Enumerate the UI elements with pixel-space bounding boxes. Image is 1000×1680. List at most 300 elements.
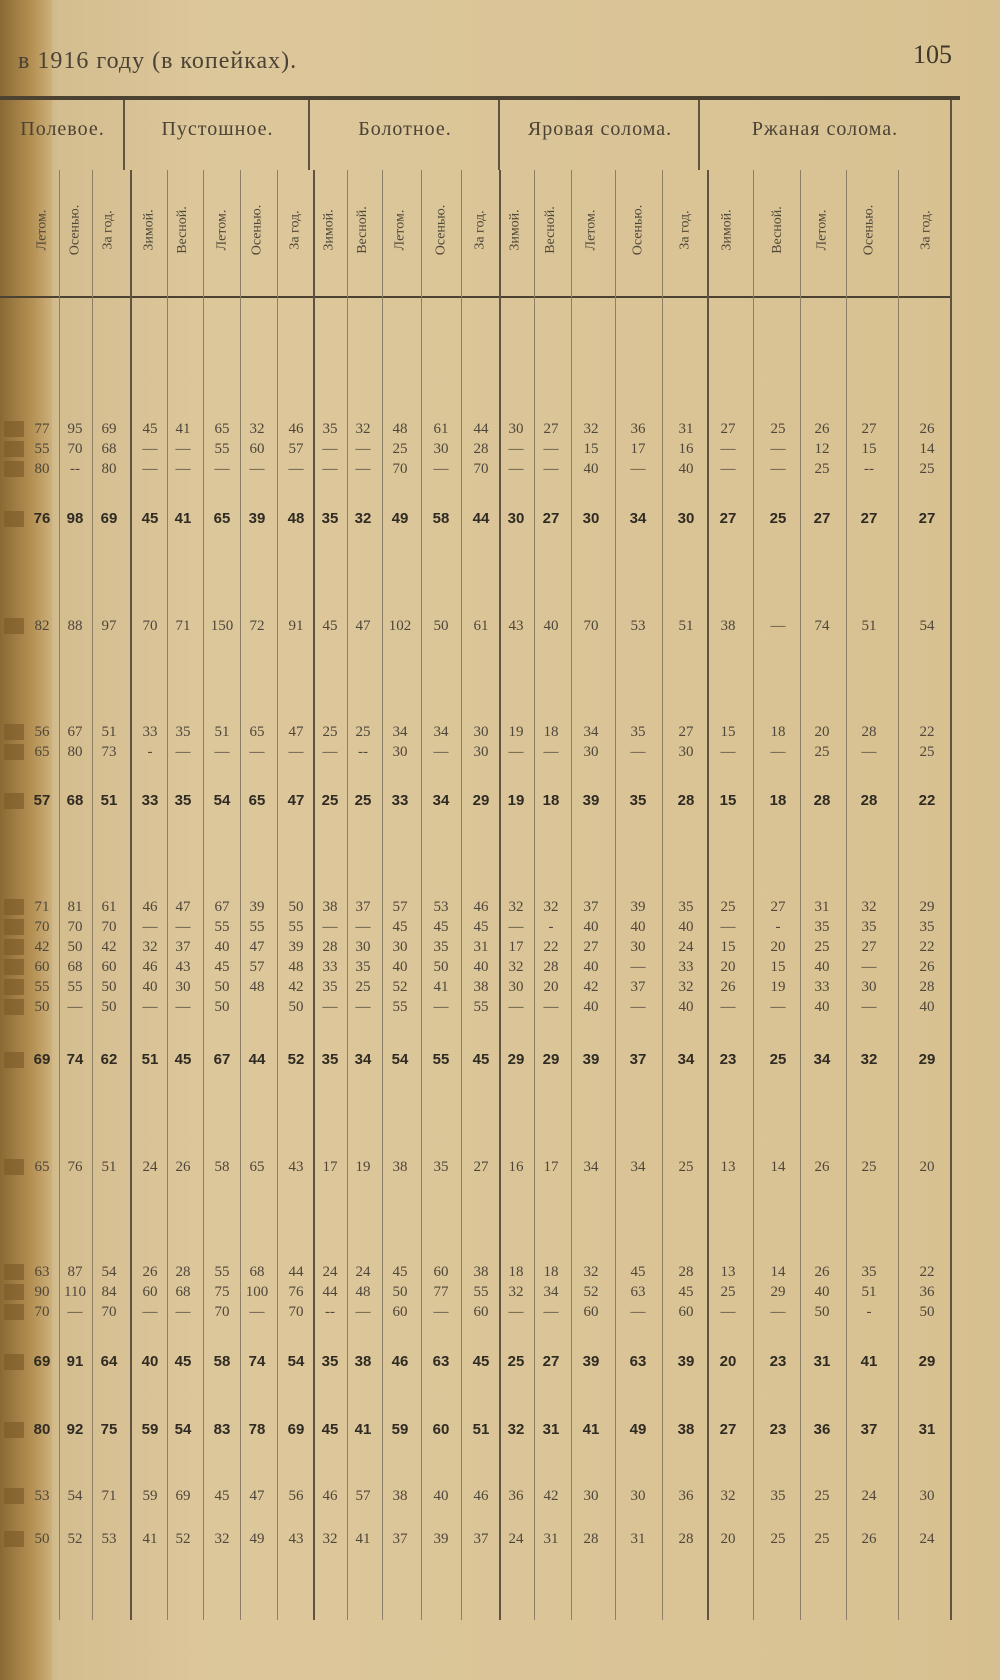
page-header: в 1916 году (в копейках).: [18, 48, 298, 74]
column-divider: [846, 170, 847, 1620]
table-cell: 28: [677, 792, 695, 809]
table-cell: 54: [101, 1264, 117, 1280]
table-cell: —: [355, 461, 371, 477]
group-title: Полевое.: [20, 118, 105, 140]
table-cell: 54: [287, 1353, 305, 1370]
table-cell: 45: [392, 919, 408, 935]
table-cell: 65: [249, 1159, 265, 1175]
table-cell: 68: [66, 792, 84, 809]
table-cell: 50: [34, 1531, 50, 1547]
table-cell: 55: [214, 1264, 230, 1280]
table-cell: -: [147, 744, 153, 760]
table-cell: 27: [813, 510, 831, 527]
column-header: [209, 170, 235, 290]
row-marker: [4, 441, 24, 457]
table-cell: —: [543, 1304, 559, 1320]
table-cell: —: [770, 461, 786, 477]
table-cell: 32: [507, 1421, 525, 1438]
row-marker: [4, 1159, 24, 1175]
table-cell: 73: [101, 744, 117, 760]
table-cell: 40: [392, 959, 408, 975]
table-cell: 24: [678, 939, 694, 955]
table-cell: 36: [678, 1488, 694, 1504]
column-header: [503, 170, 529, 290]
table-cell: 69: [287, 1421, 305, 1438]
table-cell: 45: [472, 1353, 490, 1370]
table-cell: —: [720, 1304, 736, 1320]
table-cell: —: [861, 999, 877, 1015]
table-cell: 52: [287, 1051, 305, 1068]
row-marker: [4, 959, 24, 975]
table-cell: 45: [433, 919, 449, 935]
table-cell: 45: [142, 421, 158, 437]
table-cell: 26: [175, 1159, 191, 1175]
column-header-label: Зимой.: [322, 209, 338, 251]
table-cell: —: [433, 999, 449, 1015]
table-cell: 18: [508, 1264, 524, 1280]
table-cell: 41: [174, 510, 192, 527]
table-cell: 43: [175, 959, 191, 975]
table-cell: 25: [814, 939, 830, 955]
table-cell: 27: [720, 421, 736, 437]
column-divider: [203, 170, 204, 1620]
table-cell: 90: [34, 1284, 50, 1300]
table-cell: —: [175, 999, 191, 1015]
table-cell: 55: [392, 999, 408, 1015]
table-cell: 33: [814, 979, 830, 995]
table-cell: 27: [542, 510, 560, 527]
table-cell: 64: [100, 1353, 118, 1370]
table-cell: —: [322, 999, 338, 1015]
table-cell: 33: [142, 724, 158, 740]
table-cell: 25: [861, 1159, 877, 1175]
table-cell: 42: [101, 939, 117, 955]
table-cell: 57: [355, 1488, 371, 1504]
table-cell: 84: [101, 1284, 117, 1300]
table-cell: 57: [288, 441, 304, 457]
table-cell: 32: [861, 899, 877, 915]
table-cell: 28: [322, 939, 338, 955]
table-cell: —: [142, 461, 158, 477]
table-cell: 55: [34, 979, 50, 995]
table-cell: 34: [392, 724, 408, 740]
table-cell: 40: [678, 461, 694, 477]
table-cell: 65: [249, 724, 265, 740]
table-cell: 20: [720, 1531, 736, 1547]
row-marker: [4, 979, 24, 995]
table-cell: 26: [814, 1264, 830, 1280]
table-cell: 14: [770, 1264, 786, 1280]
table-cell: 52: [583, 1284, 599, 1300]
row-marker: [4, 1422, 24, 1438]
table-cell: 34: [583, 724, 599, 740]
column-header-label: За год.: [919, 210, 934, 250]
table-cell: 77: [433, 1284, 449, 1300]
table-cell: 55: [288, 919, 304, 935]
row-marker: [4, 421, 24, 437]
table-cell: 20: [719, 1353, 737, 1370]
table-cell: 50: [34, 999, 50, 1015]
table-cell: 41: [860, 1353, 878, 1370]
table-cell: 54: [213, 792, 231, 809]
column-header: [673, 170, 699, 290]
table-cell: 30: [677, 510, 695, 527]
column-header-label: Летом.: [814, 209, 830, 251]
column-divider: [421, 170, 422, 1620]
table-cell: 34: [629, 510, 647, 527]
table-cell: 40: [214, 939, 230, 955]
table-cell: 51: [861, 1284, 877, 1300]
table-cell: —: [508, 441, 524, 457]
table-cell: —: [249, 744, 265, 760]
table-cell: 45: [321, 1421, 339, 1438]
table-cell: 60: [34, 959, 50, 975]
column-header: [468, 170, 494, 290]
table-cell: 27: [719, 510, 737, 527]
table-cell: 50: [433, 618, 449, 634]
column-divider: [313, 170, 315, 1620]
table-cell: —: [142, 441, 158, 457]
table-cell: 27: [918, 510, 936, 527]
table-cell: 61: [101, 899, 117, 915]
table-cell: 50: [214, 979, 230, 995]
column-header: [715, 170, 741, 290]
table-cell: 45: [678, 1284, 694, 1300]
table-cell: 18: [543, 724, 559, 740]
row-marker: [4, 1531, 24, 1547]
table-cell: 51: [100, 792, 118, 809]
table-cell: —: [288, 461, 304, 477]
table-cell: —: [770, 1304, 786, 1320]
column-header-label: Весной.: [543, 206, 559, 254]
table-cell: 80: [101, 461, 117, 477]
table-cell: 50: [814, 1304, 830, 1320]
table-cell: 65: [248, 792, 266, 809]
table-cell: -: [866, 1304, 872, 1320]
table-cell: 39: [582, 1353, 600, 1370]
table-cell: —: [543, 999, 559, 1015]
table-cell: 18: [542, 792, 560, 809]
table-cell: 22: [919, 1264, 935, 1280]
table-cell: 48: [392, 421, 408, 437]
table-cell: 69: [33, 1051, 51, 1068]
table-cell: 27: [861, 421, 877, 437]
table-cell: 19: [508, 724, 524, 740]
column-header: [96, 170, 122, 290]
table-cell: 40: [583, 461, 599, 477]
table-cell: 45: [174, 1051, 192, 1068]
column-divider: [130, 170, 132, 1620]
column-header-label: Осенью.: [67, 204, 83, 256]
table-cell: 28: [473, 441, 489, 457]
top-rule: [0, 96, 960, 100]
table-cell: 55: [34, 441, 50, 457]
table-cell: 40: [543, 618, 559, 634]
table-cell: 23: [769, 1353, 787, 1370]
table-cell: —: [720, 919, 736, 935]
table-cell: 31: [813, 1353, 831, 1370]
table-cell: 17: [543, 1159, 559, 1175]
table-cell: —: [433, 1304, 449, 1320]
table-cell: 60: [142, 1284, 158, 1300]
table-cell: —: [508, 744, 524, 760]
table-cell: 23: [719, 1051, 737, 1068]
table-cell: —: [508, 1304, 524, 1320]
table-cell: 74: [66, 1051, 84, 1068]
table-cell: 55: [249, 919, 265, 935]
table-cell: 26: [919, 421, 935, 437]
table-cell: 30: [678, 744, 694, 760]
table-cell: 48: [287, 510, 305, 527]
table-cell: 65: [213, 510, 231, 527]
column-divider: [898, 170, 899, 1620]
table-cell: —: [175, 919, 191, 935]
column-header-label: За год.: [473, 210, 488, 250]
table-cell: 25: [321, 792, 339, 809]
table-cell: —: [543, 461, 559, 477]
table-cell: 50: [919, 1304, 935, 1320]
table-cell: 70: [101, 1304, 117, 1320]
table-cell: 60: [433, 1264, 449, 1280]
table-cell: 26: [142, 1264, 158, 1280]
table-cell: 35: [770, 1488, 786, 1504]
column-divider: [92, 170, 93, 1620]
table-cell: 55: [432, 1051, 450, 1068]
row-marker: [4, 1052, 24, 1068]
table-cell: 40: [678, 919, 694, 935]
table-cell: —: [630, 999, 646, 1015]
table-cell: 39: [288, 939, 304, 955]
table-right-border: [950, 100, 952, 1620]
column-header: [856, 170, 882, 290]
table-cell: —: [508, 919, 524, 935]
table-cell: 31: [542, 1421, 560, 1438]
table-cell: 30: [507, 510, 525, 527]
table-cell: —: [67, 999, 83, 1015]
table-cell: 37: [629, 1051, 647, 1068]
table-cell: 32: [322, 1531, 338, 1547]
column-header-label: Зимой.: [720, 209, 736, 251]
table-cell: 39: [582, 792, 600, 809]
table-cell: 47: [249, 1488, 265, 1504]
table-cell: 57: [33, 792, 51, 809]
table-cell: 51: [861, 618, 877, 634]
table-cell: 13: [720, 1264, 736, 1280]
table-cell: 65: [214, 421, 230, 437]
column-header: [137, 170, 163, 290]
table-cell: —: [720, 461, 736, 477]
table-cell: —: [175, 461, 191, 477]
table-cell: —: [322, 461, 338, 477]
column-divider: [499, 170, 501, 1620]
table-cell: -: [548, 919, 554, 935]
table-cell: 45: [141, 510, 159, 527]
table-cell: 59: [391, 1421, 409, 1438]
table-cell: 38: [473, 979, 489, 995]
table-cell: —: [770, 999, 786, 1015]
table-cell: 30: [392, 744, 408, 760]
table-cell: 70: [473, 461, 489, 477]
table-cell: —: [355, 1304, 371, 1320]
table-cell: 53: [433, 899, 449, 915]
table-cell: 26: [919, 959, 935, 975]
table-cell: 31: [473, 939, 489, 955]
table-cell: --: [864, 461, 874, 477]
table-cell: 25: [814, 461, 830, 477]
table-cell: --: [358, 744, 368, 760]
table-cell: 35: [629, 792, 647, 809]
table-cell: 41: [582, 1421, 600, 1438]
column-header-label: Летом.: [214, 209, 230, 251]
table-cell: 32: [142, 939, 158, 955]
table-cell: 27: [583, 939, 599, 955]
table-cell: 55: [214, 919, 230, 935]
table-cell: 30: [175, 979, 191, 995]
table-cell: —: [214, 744, 230, 760]
column-header: [809, 170, 835, 290]
table-cell: 16: [508, 1159, 524, 1175]
table-cell: 51: [472, 1421, 490, 1438]
table-cell: 40: [583, 999, 599, 1015]
table-cell: 30: [583, 744, 599, 760]
table-cell: 27: [860, 510, 878, 527]
table-cell: 52: [67, 1531, 83, 1547]
table-cell: 71: [101, 1488, 117, 1504]
table-cell: 28: [175, 1264, 191, 1280]
row-marker: [4, 744, 24, 760]
table-cell: 35: [630, 724, 646, 740]
table-cell: 25: [919, 461, 935, 477]
table-cell: 32: [583, 421, 599, 437]
column-header-label: Осенью.: [630, 204, 646, 256]
table-cell: 38: [720, 618, 736, 634]
table-cell: 50: [392, 1284, 408, 1300]
table-cell: 38: [392, 1488, 408, 1504]
table-cell: 60: [473, 1304, 489, 1320]
table-cell: 27: [719, 1421, 737, 1438]
table-cell: 30: [583, 1488, 599, 1504]
table-cell: 58: [214, 1159, 230, 1175]
table-cell: 23: [769, 1421, 787, 1438]
table-cell: 69: [101, 421, 117, 437]
table-cell: 47: [175, 899, 191, 915]
table-cell: 68: [101, 441, 117, 457]
table-cell: 37: [175, 939, 191, 955]
table-cell: —: [630, 1304, 646, 1320]
table-cell: —: [543, 744, 559, 760]
table-cell: 91: [66, 1353, 84, 1370]
table-cell: 29: [507, 1051, 525, 1068]
table-cell: 43: [288, 1531, 304, 1547]
table-cell: —: [720, 441, 736, 457]
table-cell: 74: [814, 618, 830, 634]
table-cell: 25: [769, 510, 787, 527]
table-cell: 70: [34, 919, 50, 935]
table-cell: 59: [142, 1488, 158, 1504]
table-cell: 54: [919, 618, 935, 634]
column-divider: [800, 170, 801, 1620]
table-cell: 97: [101, 618, 117, 634]
column-divider: [707, 170, 709, 1620]
table-cell: 32: [508, 959, 524, 975]
table-cell: 51: [101, 1159, 117, 1175]
table-cell: 46: [142, 899, 158, 915]
table-cell: 22: [919, 724, 935, 740]
table-cell: 41: [433, 979, 449, 995]
column-header: [538, 170, 564, 290]
table-cell: 92: [66, 1421, 84, 1438]
table-cell: 35: [433, 939, 449, 955]
table-cell: 45: [392, 1264, 408, 1280]
table-cell: 32: [214, 1531, 230, 1547]
table-cell: 44: [472, 510, 490, 527]
table-cell: 45: [322, 618, 338, 634]
table-cell: —: [630, 959, 646, 975]
row-marker: [4, 511, 24, 527]
table-cell: 50: [433, 959, 449, 975]
table-cell: 54: [174, 1421, 192, 1438]
table-cell: 50: [288, 999, 304, 1015]
column-divider: [240, 170, 241, 1620]
header-rule-bottom: [0, 296, 950, 298]
table-cell: 46: [473, 899, 489, 915]
table-cell: 98: [66, 510, 84, 527]
table-cell: —: [770, 744, 786, 760]
table-cell: 48: [249, 979, 265, 995]
table-cell: 67: [213, 1051, 231, 1068]
table-cell: 39: [433, 1531, 449, 1547]
table-cell: 40: [583, 959, 599, 975]
table-cell: 56: [34, 724, 50, 740]
table-cell: 68: [175, 1284, 191, 1300]
table-cell: 20: [720, 959, 736, 975]
column-divider: [615, 170, 616, 1620]
table-cell: 25: [770, 1531, 786, 1547]
table-cell: 42: [543, 1488, 559, 1504]
table-cell: 46: [391, 1353, 409, 1370]
table-cell: 53: [34, 1488, 50, 1504]
table-cell: 50: [67, 939, 83, 955]
table-cell: 42: [583, 979, 599, 995]
table-cell: 37: [355, 899, 371, 915]
table-cell: 25: [507, 1353, 525, 1370]
group-title: Ржаная солома.: [751, 118, 899, 140]
table-cell: 70: [142, 618, 158, 634]
table-cell: 83: [213, 1421, 231, 1438]
table-cell: 28: [543, 959, 559, 975]
column-divider: [277, 170, 278, 1620]
table-cell: 62: [100, 1051, 118, 1068]
table-cell: 76: [288, 1284, 304, 1300]
table-cell: 27: [543, 421, 559, 437]
table-cell: 63: [629, 1353, 647, 1370]
table-cell: 30: [508, 979, 524, 995]
table-cell: 60: [583, 1304, 599, 1320]
table-cell: 70: [34, 1304, 50, 1320]
table-cell: 29: [919, 899, 935, 915]
table-cell: 150: [210, 618, 234, 634]
table-cell: 32: [678, 979, 694, 995]
column-header: [387, 170, 413, 290]
table-cell: 49: [249, 1531, 265, 1547]
table-cell: 26: [720, 979, 736, 995]
row-marker: [4, 1488, 24, 1504]
table-cell: 44: [248, 1051, 266, 1068]
table-cell: 57: [392, 899, 408, 915]
table-cell: 54: [67, 1488, 83, 1504]
table-cell: 25: [919, 744, 935, 760]
column-header: [428, 170, 454, 290]
